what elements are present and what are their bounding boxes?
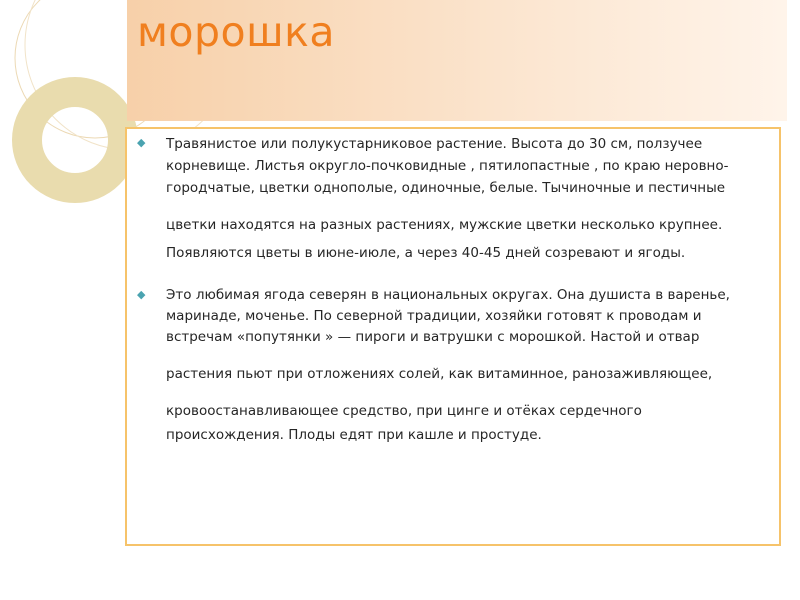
- text-line: растения пьют при отложениях солей, как витаминное, ранозаживляющее,: [166, 366, 713, 382]
- text-line: маринаде, моченье. По северной традиции, хозяйки готовят к проводам и: [166, 308, 702, 324]
- bullet-icon: ◆: [137, 136, 146, 149]
- text-line: Это любимая ягода северян в национальных округах. Она душиста в варенье,: [166, 287, 730, 303]
- thick-ring: [27, 92, 123, 188]
- text-line: встречам «попутянки » — пироги и ватрушки с морошкой. Настой и отвар: [166, 329, 700, 345]
- text-line: городчатые, цветки однополые, одиночные, белые. Тычиночные и пестичные: [166, 180, 726, 196]
- text-line: Появляются цветы в июне-июле, а через 40-45 дней созревают и ягоды.: [166, 245, 686, 261]
- text-line: кровоостанавливающее средство, при цинге и отёках сердечного: [166, 403, 642, 419]
- text-line: цветки находятся на разных растениях, мужские цветки несколько крупнее.: [166, 217, 723, 233]
- paragraph-2: [166, 285, 771, 446]
- text-line: Травянистое или полукустарниковое растение. Высота до 30 см, ползучее: [166, 136, 703, 152]
- paragraph-1: [166, 133, 771, 264]
- slide-title: морошка: [137, 8, 336, 56]
- text-line: корневище. Листья округло-почковидные , пятилопастные , по краю неровно-: [166, 158, 729, 174]
- text-line: происхождения. Плоды едят при кашле и простуде.: [166, 427, 542, 443]
- bullet-icon: ◆: [137, 288, 146, 301]
